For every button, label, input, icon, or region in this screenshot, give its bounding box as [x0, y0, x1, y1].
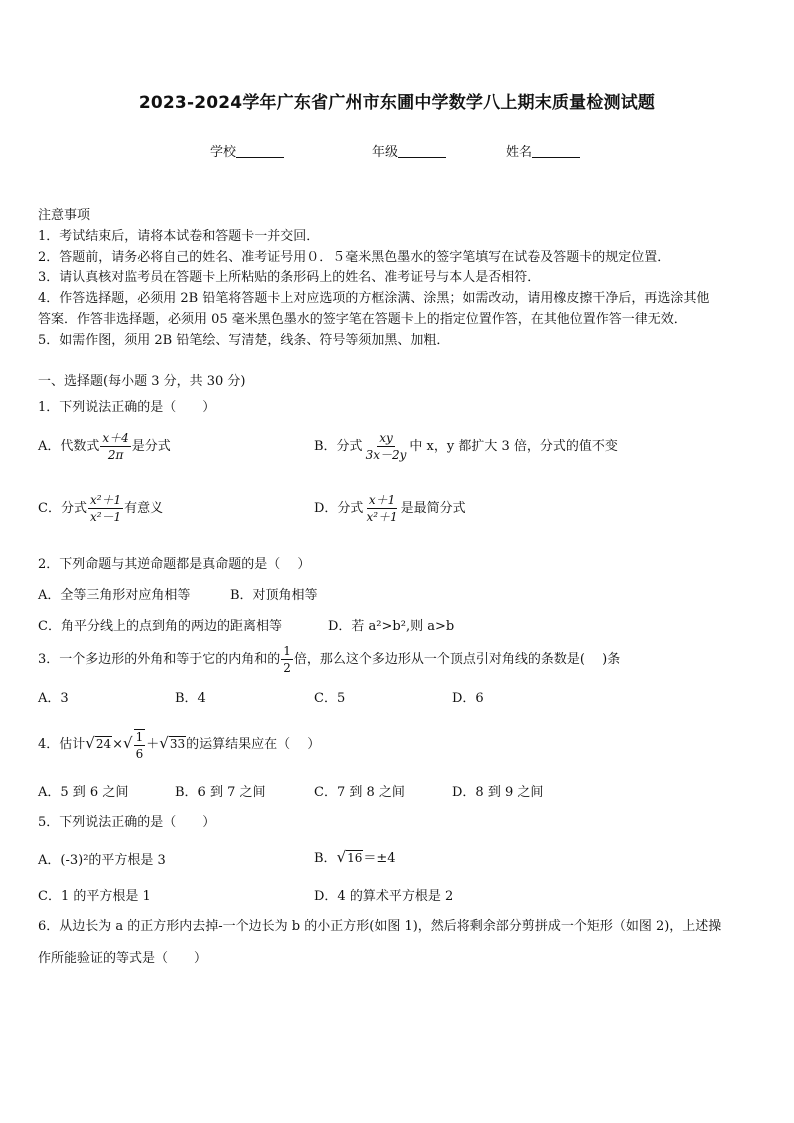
denominator: 3x－2y — [365, 448, 407, 462]
sqrt-expression — [123, 729, 146, 760]
q2-stem: 2．下列命题与其逆命题都是真命题的是（ ） — [38, 557, 311, 572]
q5-b-prefix: B． — [314, 851, 337, 866]
q5-stem: 5．下列说法正确的是（ ） — [38, 815, 216, 830]
q2-option-d: D．若 a²>b²,则 a>b — [328, 619, 455, 634]
q3-stem — [38, 645, 620, 674]
page-title: 2023-2024学年广东省广州市东圃中学数学八上期末质量检测试题 — [138, 93, 656, 113]
radicand: 24 — [95, 737, 112, 751]
denominator: 6 — [135, 747, 144, 761]
q3-stem-suffix: 倍，那么这个多边形从一个顶点引对角线的条数是( )条 — [293, 652, 621, 667]
q5-b-suffix: ＝±4 — [363, 851, 396, 866]
q4-option-a: A．5 到 6 之间 — [38, 785, 129, 800]
q1-d-prefix: D．分式 — [314, 501, 364, 516]
note-item: 5．如需作图，须用 2B 铅笔绘、写清楚，线条、符号等须加黑、加粗． — [38, 333, 450, 348]
radical-sign: √ — [123, 734, 133, 752]
q3-stem-prefix: 3．一个多边形的外角和等于它的内角和的 — [38, 652, 281, 667]
denominator: 2 — [283, 661, 291, 675]
q4-stem-suffix: 的运算结果应在（ ） — [186, 737, 321, 752]
q1-option-c — [38, 494, 163, 523]
q1-stem: 1．下列说法正确的是（ ） — [38, 400, 216, 415]
note-item: 2．答题前，请务必将自己的姓名、准考证号用０．５毫米黑色墨水的签字笔填写在试卷及答题卡的规定位置． — [38, 250, 671, 265]
grade-blank — [398, 144, 446, 158]
sqrt-expression — [337, 848, 364, 866]
q2-option-c: C．角平分线上的点到角的两边的距离相等 — [38, 619, 282, 634]
q1-option-b — [314, 432, 618, 461]
q1-option-d — [314, 494, 466, 523]
q5-option-a: A．(-3)²的平方根是 3 — [38, 853, 166, 868]
times-sign: × — [112, 737, 124, 752]
q5-option-d: D．4 的算术平方根是 2 — [314, 889, 454, 904]
sqrt-expression — [159, 734, 186, 752]
name-blank — [532, 144, 580, 158]
radicand: 16 — [347, 851, 363, 865]
q1-a-suffix: 是分式 — [131, 439, 171, 454]
numerator: x＋1 — [368, 493, 396, 507]
q2-option-a: A．全等三角形对应角相等 — [38, 588, 191, 603]
numerator: x²＋1 — [89, 493, 122, 507]
note-item: 4．作答选择题，必须用 2B 铅笔将答题卡上对应选项的方框涂满、涂黑；如需改动，请用橡皮擦干净后，再选涂其他 — [38, 291, 710, 306]
numerator: x＋4 — [102, 431, 129, 445]
radical-sign: √ — [159, 734, 169, 752]
denominator: 2π — [107, 448, 124, 462]
q4-option-d: D．8 到 9 之间 — [452, 785, 544, 800]
q5-option-c: C．1 的平方根是 1 — [38, 889, 151, 904]
q1-b-prefix: B．分式 — [314, 439, 363, 454]
grade-label: 年级 — [372, 145, 399, 160]
note-item: 3．请认真核对监考员在答题卡上所粘贴的条形码上的姓名、准考证号与本人是否相符． — [38, 270, 541, 285]
q4-option-c: C．7 到 8 之间 — [314, 785, 405, 800]
q5-option-b — [314, 847, 396, 866]
q3-option-a: A．3 — [38, 691, 69, 706]
q1-c-prefix: C．分式 — [38, 501, 87, 516]
denominator: x²＋1 — [366, 510, 398, 524]
fraction — [100, 432, 130, 461]
plus-sign: ＋ — [146, 737, 160, 752]
note-item: 1．考试结束后，请将本试卷和答题卡一并交回． — [38, 229, 320, 244]
sqrt-expression — [85, 734, 112, 752]
q3-option-d: D．6 — [452, 691, 484, 706]
radical-sign: √ — [85, 734, 95, 752]
fraction — [88, 494, 123, 523]
q1-c-suffix: 有意义 — [124, 501, 164, 516]
fraction — [281, 645, 293, 674]
q6-stem-line2: 作所能验证的等式是（ ） — [38, 951, 208, 966]
school-blank — [236, 144, 284, 158]
numerator: 1 — [283, 644, 291, 658]
school-field — [210, 141, 284, 160]
radical-sign: √ — [336, 848, 347, 866]
numerator: xy — [379, 431, 393, 445]
note-item: 答案．作答非选择题，必须用 05 毫米黑色墨水的签字笔在答题卡上的指定位置作答，在其他位置作答一律无效． — [38, 312, 687, 327]
q3-option-b: B．4 — [175, 691, 206, 706]
q1-d-suffix: 是最简分式 — [400, 501, 466, 516]
q1-a-prefix: A．代数式 — [38, 439, 100, 454]
notes-heading: 注意事项 — [38, 208, 91, 223]
school-label: 学校 — [210, 145, 237, 160]
grade-field — [372, 141, 446, 160]
q1-b-suffix: 中 x，y 都扩大 3 倍，分式的值不变 — [409, 439, 618, 454]
denominator: x²－1 — [89, 510, 122, 524]
fraction — [134, 729, 146, 760]
radicand: 33 — [169, 737, 186, 751]
q3-option-c: C．5 — [314, 691, 346, 706]
name-field — [506, 141, 580, 160]
fraction — [364, 494, 399, 523]
section-heading: 一、选择题(每小题 3 分，共 30 分) — [38, 374, 246, 389]
q2-option-b: B．对顶角相等 — [230, 588, 318, 603]
q1-option-a — [38, 432, 171, 461]
q6-stem-line1: 6．从边长为 a 的正方形内去掉-一个边长为 b 的小正方形(如图 1)，然后将剩余部分剪拼成一个矩形（如图 2)，上述操 — [38, 919, 722, 934]
q4-option-b: B．6 到 7 之间 — [175, 785, 266, 800]
numerator: 1 — [135, 730, 144, 744]
q4-stem-prefix: 4．估计 — [38, 737, 86, 752]
fraction — [364, 432, 409, 461]
name-label: 姓名 — [506, 145, 533, 160]
q4-stem — [38, 729, 320, 760]
